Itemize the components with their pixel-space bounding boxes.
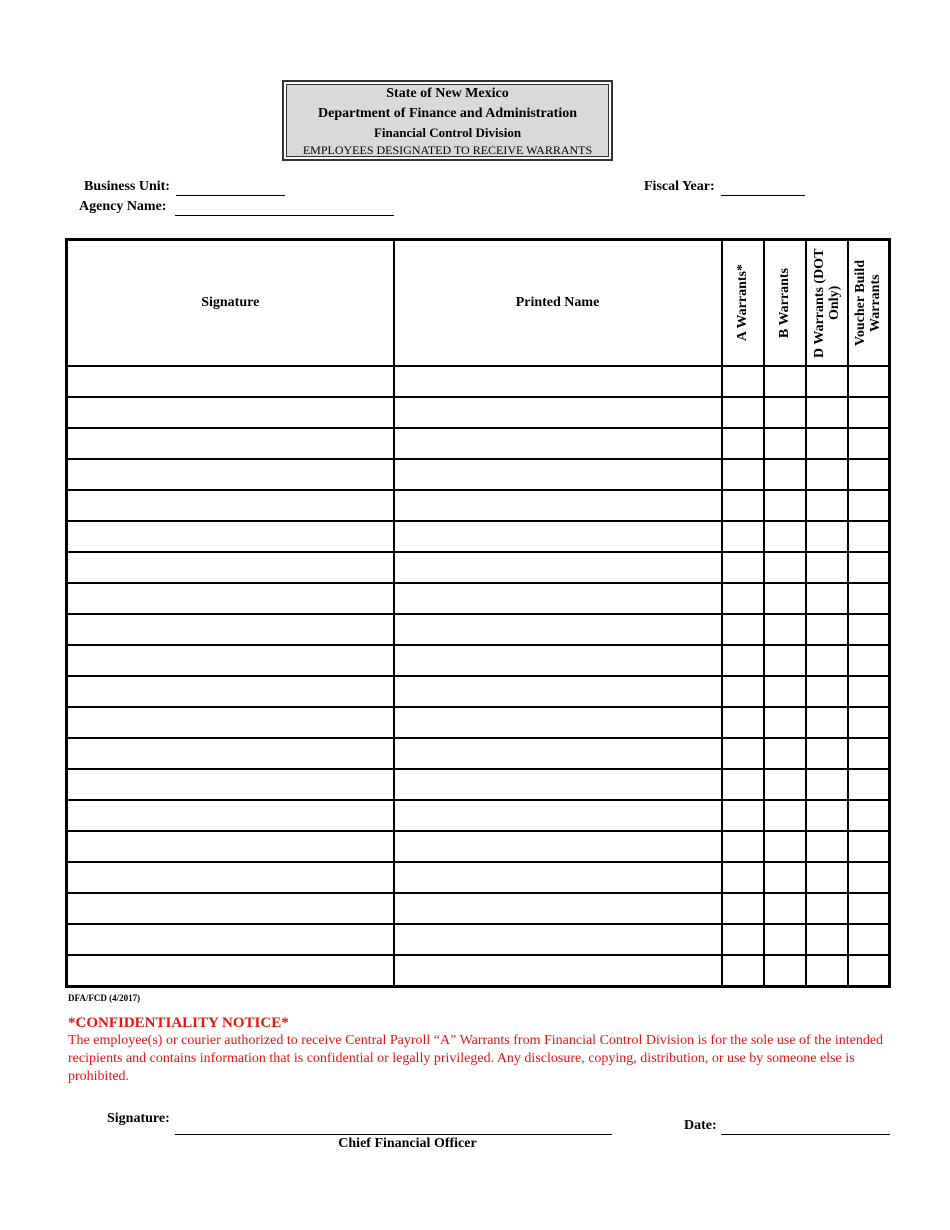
printed-name-cell[interactable] xyxy=(394,831,722,862)
table-row xyxy=(67,521,890,552)
table-row xyxy=(67,862,890,893)
table-row xyxy=(67,738,890,769)
signature-cell[interactable] xyxy=(67,769,394,800)
voucher-build-cell[interactable] xyxy=(848,521,890,552)
d-warrants-cell[interactable] xyxy=(806,893,848,924)
signature-cell[interactable] xyxy=(67,707,394,738)
agency-name-label: Agency Name: xyxy=(79,199,167,214)
col-voucher-build-label: Voucher Build Warrants xyxy=(853,260,884,346)
printed-name-cell[interactable] xyxy=(394,366,722,397)
a-warrants-cell[interactable] xyxy=(722,955,764,987)
voucher-build-cell[interactable] xyxy=(848,490,890,521)
b-warrants-cell[interactable] xyxy=(764,614,806,645)
voucher-build-cell[interactable] xyxy=(848,707,890,738)
voucher-build-cell[interactable] xyxy=(848,428,890,459)
d-warrants-cell[interactable] xyxy=(806,583,848,614)
b-warrants-cell[interactable] xyxy=(764,800,806,831)
printed-name-cell[interactable] xyxy=(394,738,722,769)
signature-cell[interactable] xyxy=(67,397,394,428)
table-row xyxy=(67,831,890,862)
table-row xyxy=(67,459,890,490)
form-number: DFA/FCD (4/2017) xyxy=(68,993,141,1003)
voucher-build-cell[interactable] xyxy=(848,831,890,862)
table-row xyxy=(67,893,890,924)
b-warrants-cell[interactable] xyxy=(764,924,806,955)
header-state: State of New Mexico xyxy=(386,85,509,101)
signature-cell[interactable] xyxy=(67,552,394,583)
table-row xyxy=(67,955,890,987)
printed-name-cell[interactable] xyxy=(394,397,722,428)
printed-name-cell[interactable] xyxy=(394,676,722,707)
voucher-build-cell[interactable] xyxy=(848,366,890,397)
a-warrants-cell[interactable] xyxy=(722,521,764,552)
voucher-build-cell[interactable] xyxy=(848,552,890,583)
voucher-build-cell[interactable] xyxy=(848,614,890,645)
table-row xyxy=(67,428,890,459)
signature-cell[interactable] xyxy=(67,645,394,676)
printed-name-cell[interactable] xyxy=(394,769,722,800)
signature-cell[interactable] xyxy=(67,862,394,893)
confidentiality-notice-body: The employee(s) or courier authorized to receive Central Payroll “A” Warrants from Financial Control Division is for the sole use of the intended recipients and contains information that is confidential or legally privileged. Any disclosure, copying, distribution, or use by someone else is prohibited. xyxy=(68,1033,884,1084)
d-warrants-cell[interactable] xyxy=(806,738,848,769)
printed-name-cell[interactable] xyxy=(394,459,722,490)
b-warrants-cell[interactable] xyxy=(764,738,806,769)
a-warrants-cell[interactable] xyxy=(722,738,764,769)
d-warrants-cell[interactable] xyxy=(806,614,848,645)
d-warrants-cell[interactable] xyxy=(806,366,848,397)
cfo-signature-field[interactable] xyxy=(175,1134,612,1135)
b-warrants-cell[interactable] xyxy=(764,366,806,397)
fiscal-year-field[interactable] xyxy=(721,195,805,196)
a-warrants-cell[interactable] xyxy=(722,366,764,397)
a-warrants-cell[interactable] xyxy=(722,676,764,707)
b-warrants-cell[interactable] xyxy=(764,862,806,893)
table-row xyxy=(67,366,890,397)
printed-name-cell[interactable] xyxy=(394,583,722,614)
d-warrants-cell[interactable] xyxy=(806,645,848,676)
signature-cell[interactable] xyxy=(67,614,394,645)
a-warrants-cell[interactable] xyxy=(722,583,764,614)
b-warrants-cell[interactable] xyxy=(764,769,806,800)
col-a-warrants-label: A Warrants* xyxy=(735,264,750,342)
col-b-warrants-label: B Warrants xyxy=(777,267,792,339)
table-row xyxy=(67,552,890,583)
agency-name-field[interactable] xyxy=(175,215,394,216)
table-row xyxy=(67,924,890,955)
a-warrants-cell[interactable] xyxy=(722,924,764,955)
table-header-row xyxy=(67,240,890,367)
voucher-build-cell[interactable] xyxy=(848,738,890,769)
a-warrants-cell[interactable] xyxy=(722,893,764,924)
b-warrants-cell[interactable] xyxy=(764,428,806,459)
a-warrants-cell[interactable] xyxy=(722,800,764,831)
col-d-warrants-label: D Warrants (DOT Only) xyxy=(811,248,842,358)
table-row xyxy=(67,614,890,645)
header-department: Department of Finance and Administration xyxy=(318,105,577,121)
printed-name-cell[interactable] xyxy=(394,645,722,676)
a-warrants-cell[interactable] xyxy=(722,490,764,521)
d-warrants-cell[interactable] xyxy=(806,490,848,521)
voucher-build-cell[interactable] xyxy=(848,459,890,490)
voucher-build-cell[interactable] xyxy=(848,676,890,707)
voucher-build-cell[interactable] xyxy=(848,645,890,676)
b-warrants-cell[interactable] xyxy=(764,397,806,428)
form-header xyxy=(286,84,609,157)
voucher-build-cell[interactable] xyxy=(848,955,890,987)
signature-cell[interactable] xyxy=(67,676,394,707)
b-warrants-cell[interactable] xyxy=(764,490,806,521)
printed-name-cell[interactable] xyxy=(394,955,722,987)
col-b-warrants xyxy=(764,240,806,367)
b-warrants-cell[interactable] xyxy=(764,645,806,676)
cfo-signature-label: Signature: xyxy=(107,1111,170,1126)
b-warrants-cell[interactable] xyxy=(764,707,806,738)
col-a-warrants xyxy=(722,240,764,367)
d-warrants-cell[interactable] xyxy=(806,676,848,707)
d-warrants-cell[interactable] xyxy=(806,397,848,428)
header-form-title: EMPLOYEES DESIGNATED TO RECEIVE WARRANTS xyxy=(302,142,593,157)
d-warrants-cell[interactable] xyxy=(806,459,848,490)
signature-cell[interactable] xyxy=(67,521,394,552)
printed-name-cell[interactable] xyxy=(394,490,722,521)
a-warrants-cell[interactable] xyxy=(722,769,764,800)
fiscal-year-label: Fiscal Year: xyxy=(644,179,715,194)
d-warrants-cell[interactable] xyxy=(806,862,848,893)
table-row xyxy=(67,769,890,800)
signature-cell[interactable] xyxy=(67,366,394,397)
printed-name-cell[interactable] xyxy=(394,614,722,645)
a-warrants-cell[interactable] xyxy=(722,831,764,862)
printed-name-cell[interactable] xyxy=(394,893,722,924)
b-warrants-cell[interactable] xyxy=(764,676,806,707)
d-warrants-cell[interactable] xyxy=(806,831,848,862)
printed-name-cell[interactable] xyxy=(394,862,722,893)
signature-cell[interactable] xyxy=(67,490,394,521)
business-unit-label: Business Unit: xyxy=(84,179,170,194)
b-warrants-cell[interactable] xyxy=(764,893,806,924)
table-row xyxy=(67,800,890,831)
col-voucher-build-warrants xyxy=(848,240,890,367)
b-warrants-cell[interactable] xyxy=(764,831,806,862)
voucher-build-cell[interactable] xyxy=(848,583,890,614)
col-printed-name: Printed Name xyxy=(394,240,722,367)
signature-cell[interactable] xyxy=(67,738,394,769)
voucher-build-cell[interactable] xyxy=(848,769,890,800)
table-row xyxy=(67,490,890,521)
voucher-build-cell[interactable] xyxy=(848,893,890,924)
d-warrants-cell[interactable] xyxy=(806,707,848,738)
signature-cell[interactable] xyxy=(67,459,394,490)
d-warrants-cell[interactable] xyxy=(806,769,848,800)
signature-cell[interactable] xyxy=(67,893,394,924)
d-warrants-cell[interactable] xyxy=(806,521,848,552)
signature-cell[interactable] xyxy=(67,831,394,862)
a-warrants-cell[interactable] xyxy=(722,428,764,459)
printed-name-cell[interactable] xyxy=(394,707,722,738)
d-warrants-cell[interactable] xyxy=(806,428,848,459)
a-warrants-cell[interactable] xyxy=(722,862,764,893)
printed-name-cell[interactable] xyxy=(394,800,722,831)
voucher-build-cell[interactable] xyxy=(848,397,890,428)
form-header-box xyxy=(282,80,613,161)
header-division: Financial Control Division xyxy=(373,124,522,140)
printed-name-cell[interactable] xyxy=(394,552,722,583)
printed-name-cell[interactable] xyxy=(394,521,722,552)
d-warrants-cell[interactable] xyxy=(806,955,848,987)
a-warrants-cell[interactable] xyxy=(722,614,764,645)
b-warrants-cell[interactable] xyxy=(764,583,806,614)
table-row xyxy=(67,707,890,738)
signature-cell[interactable] xyxy=(67,800,394,831)
voucher-build-cell[interactable] xyxy=(848,924,890,955)
business-unit-field[interactable] xyxy=(176,195,285,196)
d-warrants-cell[interactable] xyxy=(806,924,848,955)
signature-cell[interactable] xyxy=(67,955,394,987)
b-warrants-cell[interactable] xyxy=(764,955,806,987)
table-body xyxy=(67,366,890,987)
warrant-designees-table xyxy=(65,238,891,988)
cfo-title: Chief Financial Officer xyxy=(338,1136,477,1151)
signature-cell[interactable] xyxy=(67,428,394,459)
b-warrants-cell[interactable] xyxy=(764,521,806,552)
b-warrants-cell[interactable] xyxy=(764,459,806,490)
a-warrants-cell[interactable] xyxy=(722,459,764,490)
b-warrants-cell[interactable] xyxy=(764,552,806,583)
col-signature: Signature xyxy=(67,240,394,367)
a-warrants-cell[interactable] xyxy=(722,645,764,676)
voucher-build-cell[interactable] xyxy=(848,800,890,831)
table-row xyxy=(67,583,890,614)
signature-cell[interactable] xyxy=(67,924,394,955)
table-row xyxy=(67,645,890,676)
col-d-warrants xyxy=(806,240,848,367)
date-label: Date: xyxy=(684,1118,717,1133)
table-row xyxy=(67,676,890,707)
confidentiality-notice-title: *CONFIDENTIALITY NOTICE* xyxy=(68,1015,289,1031)
a-warrants-cell[interactable] xyxy=(722,707,764,738)
signature-cell[interactable] xyxy=(67,583,394,614)
printed-name-cell[interactable] xyxy=(394,924,722,955)
voucher-build-cell[interactable] xyxy=(848,862,890,893)
printed-name-cell[interactable] xyxy=(394,428,722,459)
table-row xyxy=(67,397,890,428)
a-warrants-cell[interactable] xyxy=(722,552,764,583)
a-warrants-cell[interactable] xyxy=(722,397,764,428)
date-field[interactable] xyxy=(721,1134,890,1135)
d-warrants-cell[interactable] xyxy=(806,552,848,583)
d-warrants-cell[interactable] xyxy=(806,800,848,831)
